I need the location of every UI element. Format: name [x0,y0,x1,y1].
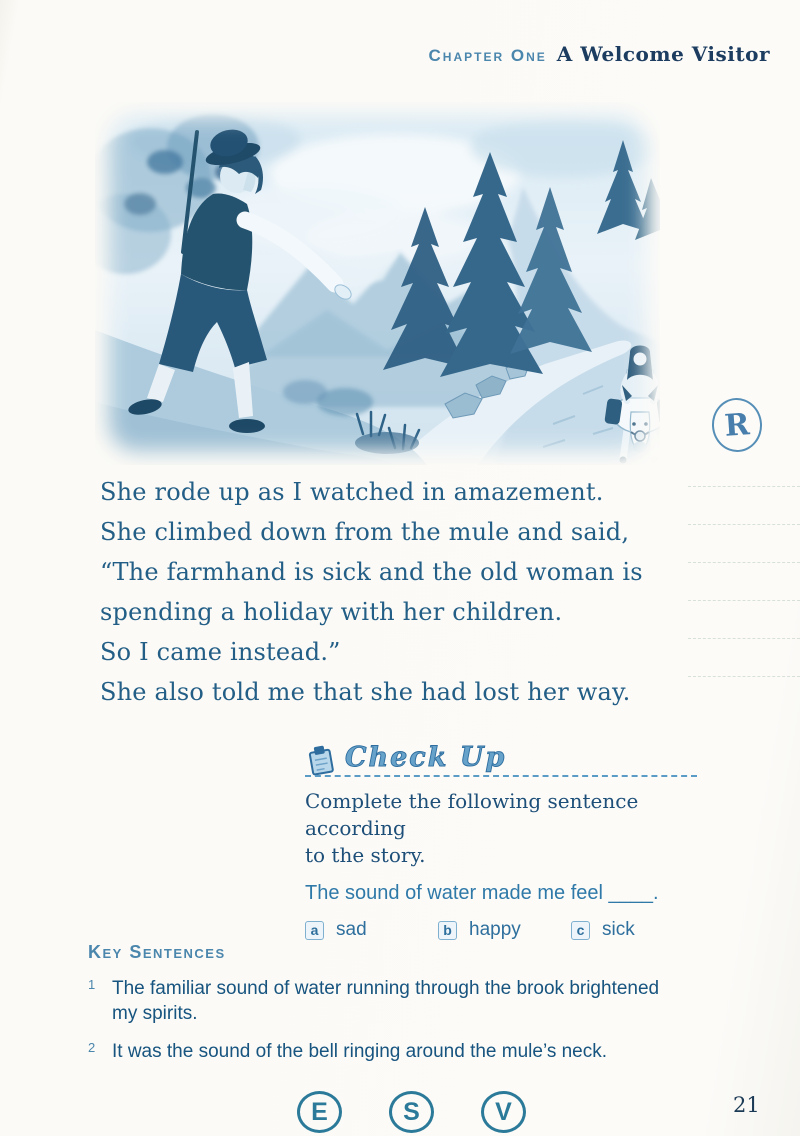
answer-option-c[interactable] [571,919,635,941]
story-line: spending a holiday with her children. [100,598,563,626]
option-letter-box[interactable]: c [571,921,590,940]
story-line: “The farmhand is sick and the old woman is [100,558,643,586]
question-text: The sound of water made me feel ____. [305,882,659,904]
check-up-header [305,744,697,777]
answer-option-b[interactable] [438,919,571,941]
option-letter-box[interactable]: a [305,921,324,940]
key-sentences-heading: Key Sentences [88,942,226,962]
chapter-header [429,42,770,66]
story-illustration [95,102,660,465]
stamp-letter: R [723,406,751,444]
option-letter-box[interactable]: b [438,921,457,940]
key-sentence-item [88,976,718,1026]
skill-badge-e: E [297,1091,342,1133]
margin-note-lines [688,486,800,714]
registered-stamp [710,396,764,453]
story-line: She climbed down from the mule and said, [100,518,630,546]
chapter-label: Chapter One [428,46,547,65]
dashed-rule [305,775,697,777]
check-up-section [305,744,697,941]
check-up-instruction: Complete the following sentence according to the story. [305,789,639,867]
story-line: She also told me that she had lost her way. [100,678,631,706]
answer-options [305,919,697,941]
answer-option-a[interactable] [305,919,438,941]
sentence-text: The familiar sound of water running through the brook brightened my spirits. [112,978,660,1024]
story-line: So I came instead.” [100,638,341,666]
option-label: happy [469,919,521,940]
story-line: She rode up as I watched in amazement. [100,478,604,506]
sentence-number: 2 [88,1040,96,1055]
key-sentence-item [88,1039,718,1064]
sentence-number: 1 [88,977,96,992]
option-label: sad [336,919,367,940]
skill-badge-s: S [389,1091,434,1133]
story-text [100,472,690,712]
check-up-heading: Check Up [345,742,507,773]
page-number: 21 [733,1093,760,1117]
skill-badge-v: V [481,1091,526,1133]
clipboard-icon [304,742,339,779]
option-label: sick [602,919,635,940]
key-sentences-section [88,942,718,1064]
chapter-title: A Welcome Visitor [556,42,770,66]
sentence-text: It was the sound of the bell ringing around the mule’s neck. [112,1041,608,1062]
